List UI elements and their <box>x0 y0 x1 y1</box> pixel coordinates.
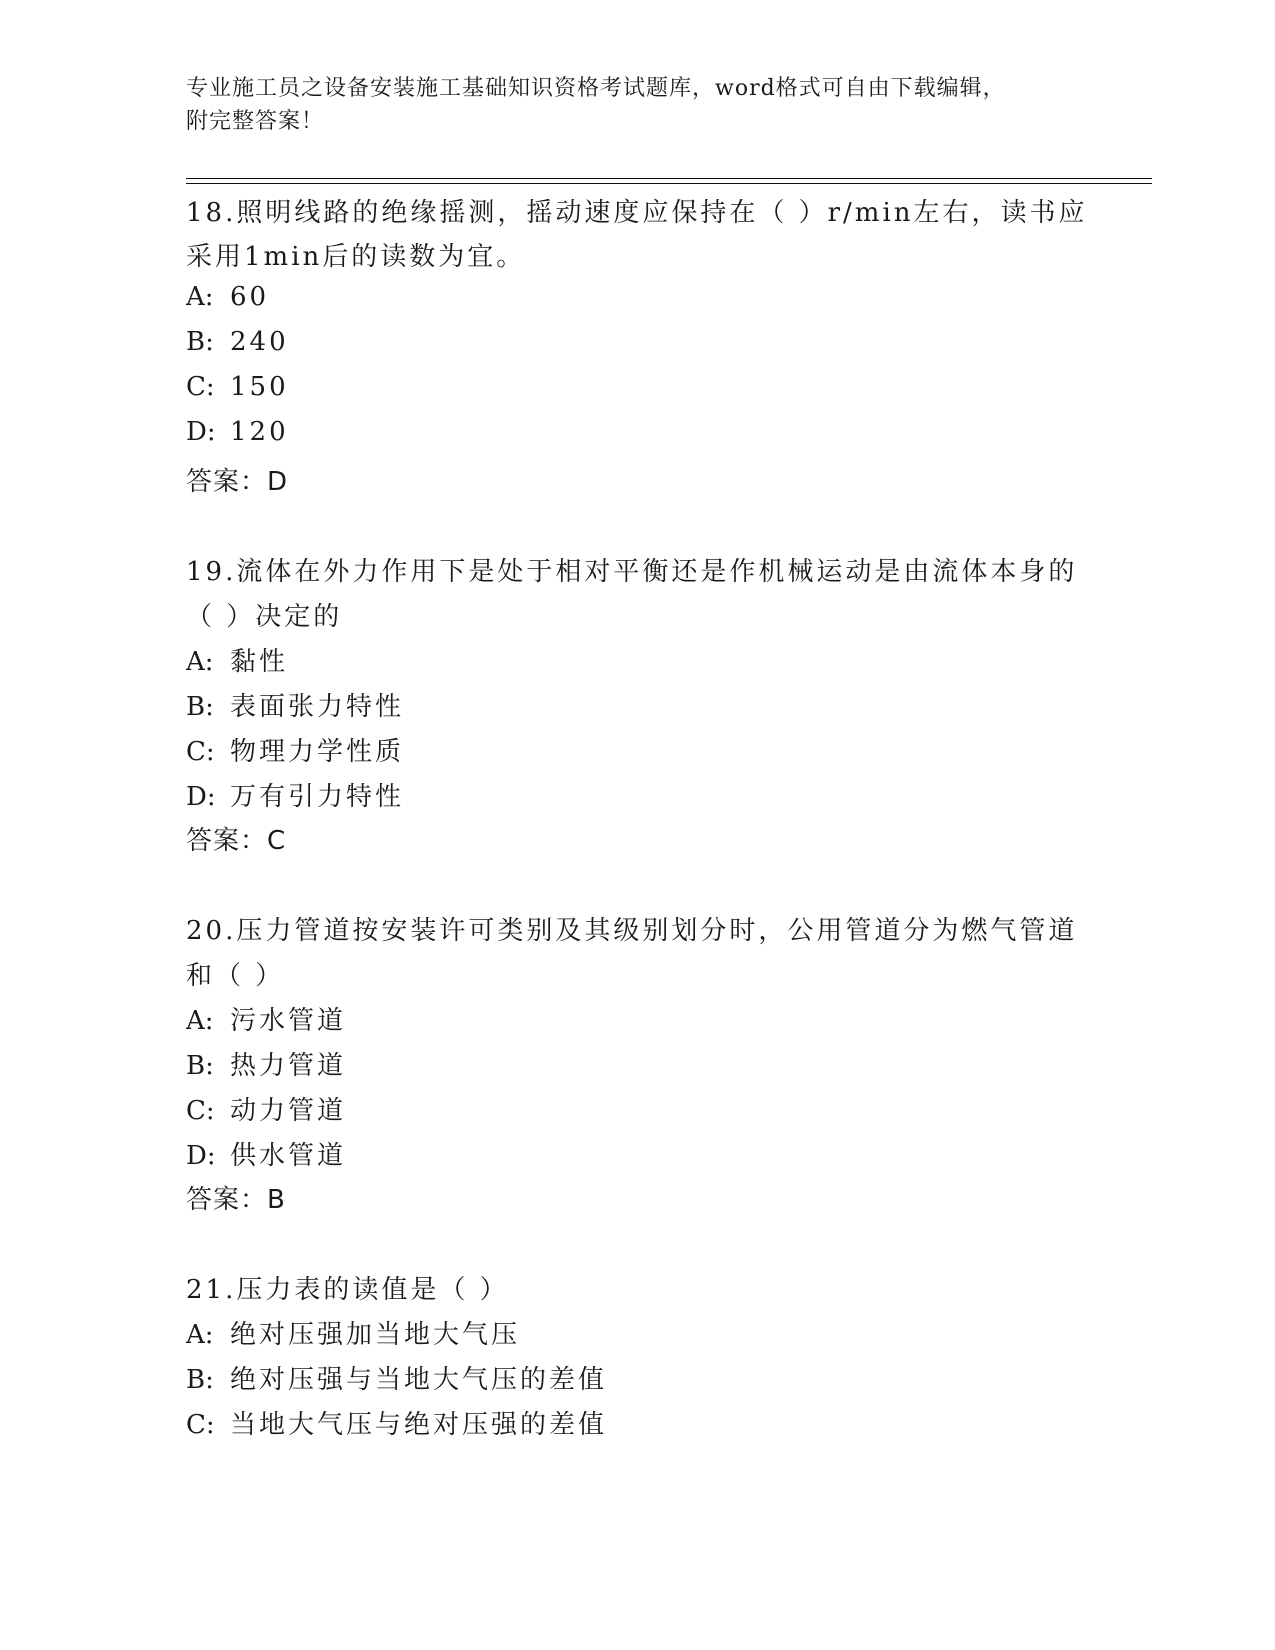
document-header <box>186 72 1086 138</box>
question-18-answer: 答案：D <box>186 467 289 497</box>
option-letter: A: <box>186 1320 214 1350</box>
option-letter: B: <box>186 1051 214 1081</box>
question-19-option-b <box>186 686 404 723</box>
option-text: 表面张力特性 <box>230 692 405 722</box>
question-21-option-b <box>186 1359 607 1396</box>
option-letter: D: <box>186 1141 216 1171</box>
question-20-option-a <box>186 1000 346 1037</box>
option-text: 污水管道 <box>230 1006 347 1036</box>
question-18-option-a <box>186 282 269 312</box>
question-20-option-b <box>186 1045 346 1082</box>
option-letter: A: <box>186 647 214 677</box>
option-text: 60 <box>230 282 270 312</box>
question-20-option-c <box>186 1090 346 1127</box>
question-21-option-c <box>186 1404 607 1441</box>
question-18-stem-line-1: 18.照明线路的绝缘摇测，摇动速度应保持在（ ）r/min左右，读书应 <box>186 198 1088 228</box>
option-letter: B: <box>186 327 214 357</box>
question-19-stem-line-2: （ ）决定的 <box>186 602 343 632</box>
option-text: 绝对压强加当地大气压 <box>230 1320 521 1350</box>
question-20-stem-line-1: 20.压力管道按安装许可类别及其级别划分时，公用管道分为燃气管道 <box>186 916 1078 946</box>
question-18-stem-line-2: 采用1min后的读数为宜。 <box>186 242 526 272</box>
option-text: 动力管道 <box>230 1096 347 1126</box>
question-18-option-b <box>186 327 289 357</box>
question-20-answer: 答案：B <box>186 1185 286 1215</box>
option-letter: A: <box>186 1006 214 1036</box>
question-19-option-a <box>186 641 288 678</box>
option-letter: B: <box>186 692 214 722</box>
question-20-option-d <box>186 1135 346 1172</box>
option-letter: C: <box>186 1410 215 1440</box>
option-text: 物理力学性质 <box>230 737 405 767</box>
option-text: 万有引力特性 <box>230 782 405 812</box>
question-19-stem-line-1: 19.流体在外力作用下是处于相对平衡还是作机械运动是由流体本身的 <box>186 557 1078 587</box>
question-19-option-c <box>186 731 404 768</box>
question-21-option-a <box>186 1314 520 1351</box>
question-18-option-d <box>186 417 289 447</box>
option-text: 120 <box>230 417 289 447</box>
option-letter: A: <box>186 282 214 312</box>
option-letter: C: <box>186 737 215 767</box>
option-text: 当地大气压与绝对压强的差值 <box>230 1410 608 1440</box>
option-text: 绝对压强与当地大气压的差值 <box>230 1365 608 1395</box>
header-divider-top <box>186 178 1152 179</box>
question-20-stem-line-2: 和（ ） <box>186 961 285 991</box>
question-18-option-c <box>186 372 289 402</box>
question-19-answer: 答案：C <box>186 826 287 856</box>
option-text: 150 <box>230 372 289 402</box>
question-19-option-d <box>186 776 404 813</box>
header-line-2: 附完整答案！ <box>186 109 325 134</box>
option-letter: D: <box>186 417 216 447</box>
header-line-1: 专业施工员之设备安装施工基础知识资格考试题库，word格式可自由下载编辑， <box>186 76 1006 101</box>
option-letter: B: <box>186 1365 214 1395</box>
option-text: 供水管道 <box>230 1141 347 1171</box>
option-text: 黏性 <box>230 647 289 677</box>
option-text: 240 <box>230 327 289 357</box>
option-letter: C: <box>186 372 215 402</box>
header-divider-bottom <box>186 183 1152 184</box>
option-letter: C: <box>186 1096 215 1126</box>
option-letter: D: <box>186 782 216 812</box>
question-21-stem-line-1: 21.压力表的读值是（ ） <box>186 1275 509 1305</box>
option-text: 热力管道 <box>230 1051 347 1081</box>
